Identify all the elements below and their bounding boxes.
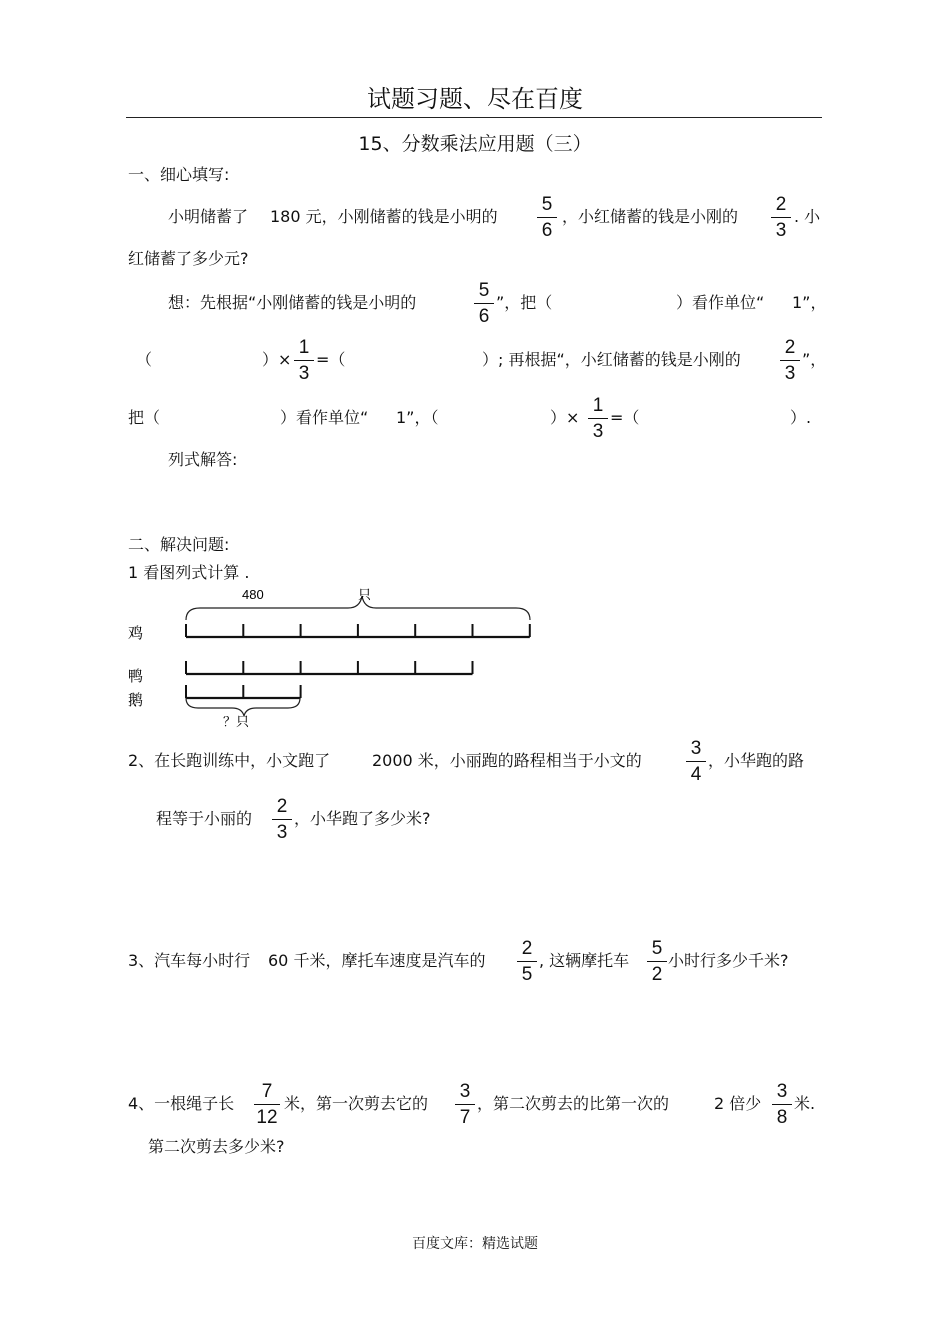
hint-text: 把（ — [128, 408, 161, 427]
fraction-5-2: 5 2 — [646, 939, 668, 985]
row-label-goose: 鹅 — [128, 692, 144, 709]
fraction-2-3: 2 3 — [770, 195, 792, 241]
hint-text: =（ — [610, 408, 640, 427]
header-divider — [126, 117, 822, 118]
fraction-5-6: 5 6 — [536, 195, 558, 241]
fraction-2-3: 2 3 — [271, 797, 293, 843]
top-label-number: 480 — [242, 587, 264, 602]
question-2: 2000 米，小丽跑的路程相当于小文的 — [372, 751, 642, 770]
hint-text: ）. — [790, 408, 812, 427]
question-4: 米，第一次剪去它的 — [284, 1094, 429, 1113]
hint-text: ）看作单位“ — [676, 293, 765, 312]
top-label-unit: 只 — [358, 587, 372, 602]
hint-text: ）; 再根据“，小红储蓄的钱是小刚的 — [482, 350, 741, 369]
section2-heading: 二、解决问题: — [128, 535, 230, 554]
fraction-3-7: 3 7 — [454, 1082, 476, 1128]
hint-text: ）× — [262, 350, 292, 369]
chicken-line — [186, 624, 530, 637]
question-3: 60 千米，摩托车速度是汽车的 — [268, 951, 486, 970]
fraction-3-4: 3 4 — [685, 739, 707, 785]
problem-text: . 小 — [794, 207, 821, 226]
question-4: 2 倍少 — [714, 1094, 762, 1113]
question-2: 2、在长跑训练中，小文跑了 — [128, 751, 331, 770]
page-footer: 百度文库：精选试题 — [412, 1236, 538, 1252]
question-2: 程等于小丽的 — [156, 809, 253, 828]
hint-text: 1”， — [792, 293, 827, 312]
duck-line — [186, 661, 473, 674]
fraction-1-3: 1 3 — [293, 338, 315, 384]
problem-text: 180 元，小刚储蓄的钱是小明的 — [270, 207, 498, 226]
problem-text: 小明储蓄了 — [168, 207, 249, 226]
question-1: 1 看图列式计算 . — [128, 563, 250, 582]
fraction-7-12: 7 12 — [253, 1082, 281, 1128]
fraction-3-8: 3 8 — [771, 1082, 793, 1128]
goose-line — [186, 685, 301, 698]
hint-text: ”，把（ — [496, 293, 553, 312]
problem-text: ，小红储蓄的钱是小刚的 — [562, 207, 739, 226]
question-3: 小时行多少千米? — [668, 951, 789, 970]
page-header-title: 试题习题、尽在百度 — [367, 85, 583, 113]
fraction-2-5: 2 5 — [516, 939, 538, 985]
bottom-label: ？只 — [223, 714, 250, 729]
question-4: 4、一根绳子长 — [128, 1094, 235, 1113]
hint-text: ）× — [550, 408, 580, 427]
segment-diagram — [120, 580, 560, 730]
section1-heading: 一、细心填写: — [128, 165, 230, 184]
question-2: ，小华跑了多少米? — [294, 809, 431, 828]
hint-text: ”， — [802, 350, 827, 369]
hint-text: ）看作单位“ — [280, 408, 369, 427]
question-4: 第二次剪去多少米? — [148, 1137, 285, 1156]
fraction-2-3: 2 3 — [779, 338, 801, 384]
worksheet-title: 15、分数乘法应用题（三） — [358, 133, 592, 155]
row-label-chicken: 鸡 — [128, 625, 144, 642]
fraction-1-3: 1 3 — [587, 396, 609, 442]
hint-text: （ — [136, 350, 153, 369]
fraction-5-6: 5 6 — [473, 281, 495, 327]
question-4: ，第二次剪去的比第一次的 — [477, 1094, 670, 1113]
hint-text: 想：先根据“小刚储蓄的钱是小明的 — [168, 293, 417, 312]
question-2: ，小华跑的路 — [708, 751, 805, 770]
row-label-duck: 鸭 — [128, 668, 144, 685]
question-3: 3、汽车每小时行 — [128, 951, 251, 970]
hint-text: 1”，（ — [396, 408, 439, 427]
problem-text: 红储蓄了多少元? — [128, 249, 249, 268]
answer-label: 列式解答: — [168, 450, 238, 469]
question-3: , 这辆摩托车 — [539, 951, 630, 970]
hint-text: =（ — [316, 350, 346, 369]
question-4: 米. — [794, 1094, 816, 1113]
